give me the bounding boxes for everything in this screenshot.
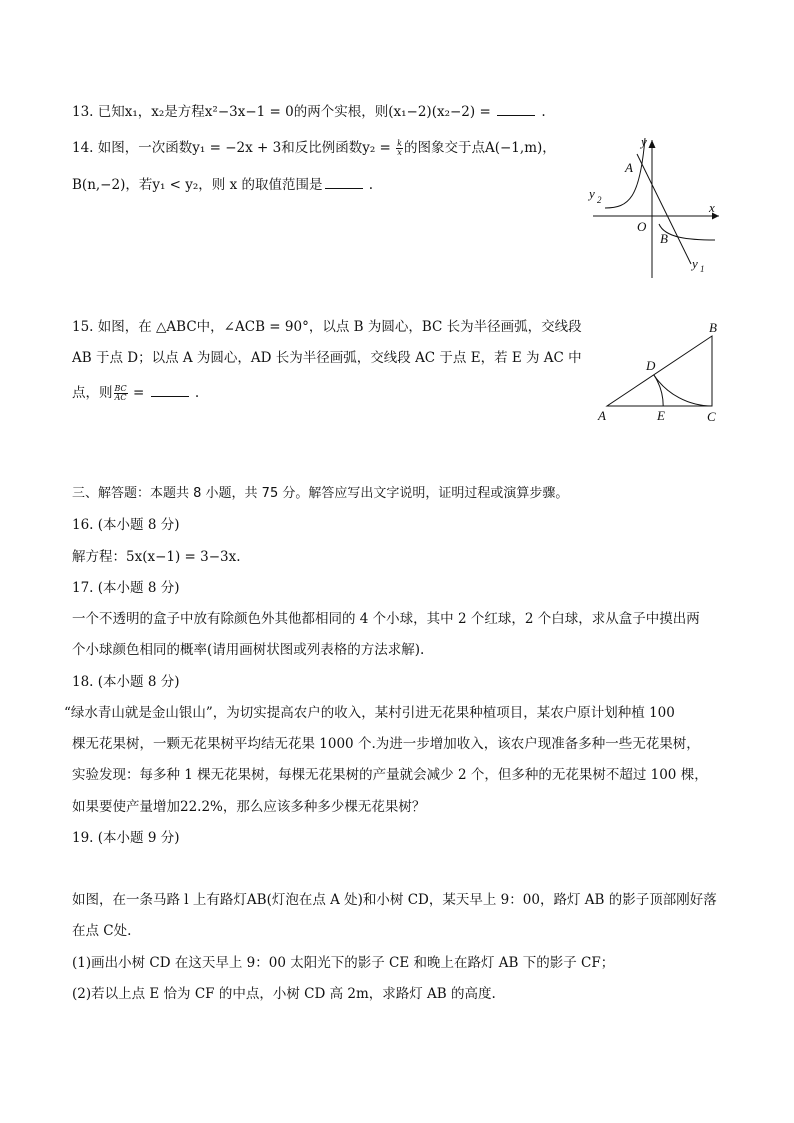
q15-label-C: C: [707, 409, 716, 424]
q14-graph-figure: [585, 132, 725, 282]
q16-body: [72, 547, 241, 567]
q14-label-y2: y: [589, 186, 595, 201]
q15-line3-b: =: [128, 385, 149, 401]
q14-label-B: B: [660, 231, 668, 246]
q19-line3: [72, 953, 614, 973]
q18-line3-text: 实验发现：每多种 1 棵无花果树，每棵无花果树的产量就会减少 2 个，但多种的无花果树不超过 100 棵，: [72, 767, 708, 783]
q14-line-y1: [637, 154, 691, 264]
q16-body-text: 解方程：5x(x−1) = 3−3x.: [72, 549, 241, 565]
section-3-heading-text: 三、解答题：本题共 8 小题，共 75 分。解答应写出文字说明，证明过程或演算步骤。: [72, 486, 569, 501]
q14-label-y1: y: [692, 256, 698, 271]
q15-line3-c: .: [190, 385, 200, 401]
q14-fraction: [396, 140, 403, 157]
q15-arc-from-a: [654, 375, 663, 406]
q17-head-text: 17. (本小题 8 分): [72, 580, 180, 596]
q14-answer-blank: [325, 176, 363, 189]
q14-line1-a: 14. 如图，一次函数y₁ = −2x + 3和反比例函数y₂ =: [72, 140, 396, 156]
section-3-heading: [72, 484, 568, 504]
q15-answer-blank: [151, 384, 189, 397]
q13-text-a: 13. 已知x₁，x₂是方程x²−3x−1 = 0的两个实根，则(x₁−2)(x₂−2) =: [72, 104, 496, 120]
q14-label-y2-sub: 2: [597, 195, 602, 205]
q19-line1-text: 如图，在一条马路 l 上有路灯AB(灯泡在点 A 处)和小树 CD，某天早上 9：00，路灯 AB 的影子顶部刚好落: [72, 892, 717, 908]
q14-line1: [72, 138, 556, 158]
q14-label-A: A: [625, 160, 633, 175]
q18-line3: [72, 765, 708, 785]
q18-line4: [72, 797, 425, 817]
q14-line1-b: 的图象交于点A(−1,m)，: [403, 140, 556, 156]
q19-line2: [72, 921, 131, 941]
q14-y-axis-arrow: [649, 140, 656, 148]
q18-head-text: 18. (本小题 8 分): [72, 674, 180, 690]
q14-line2-b: .: [364, 177, 374, 193]
q14-frac-num: k: [397, 139, 402, 148]
q17-line2: [72, 640, 424, 660]
q15-line3-a: 点，则: [72, 385, 113, 401]
q15-line1: [72, 317, 582, 337]
q19-head: [72, 828, 179, 848]
q14-line2-a: B(n,−2)，若y₁ < y₂，则 x 的取值范围是: [72, 177, 323, 193]
q19-line3-text: (1)画出小树 CD 在这天早上 9：00 太阳光下的影子 CE 和晚上在路灯 AB 下的影子 CF；: [72, 955, 615, 971]
q15-label-A: A: [598, 408, 606, 423]
q15-line3: [72, 383, 199, 403]
q17-head: [72, 578, 179, 598]
q15-frac-num: BC: [114, 384, 127, 393]
q15-frac-den: AC: [114, 393, 127, 402]
q16-head-text: 16. (本小题 8 分): [72, 517, 180, 533]
q17-line1: [72, 609, 700, 629]
q16-head: [72, 515, 179, 535]
q14-label-x: x: [709, 200, 715, 215]
q19-line4-text: (2)若以上点 E 恰为 CF 的中点，小树 CD 高 2m，求路灯 AB 的高度.: [72, 986, 496, 1002]
q18-line2-text: 棵无花果树，一颗无花果树平均结无花果 1000 个.为进一步增加收入，该农户现准备多种一些无花果树，: [72, 736, 700, 752]
q13-text: [72, 102, 546, 122]
q18-head: [72, 672, 179, 692]
q15-fraction: [114, 385, 128, 402]
q18-line2: [72, 734, 700, 754]
q15-line2-text: AB 于点 D；以点 A 为圆心，AD 长为半径画弧，交线段 AC 于点 E，若 E 为 AC 中: [72, 350, 582, 366]
q19-line1: [72, 890, 717, 910]
q18-line4-text: 如果要使产量增加22.2%，那么应该多种多少棵无花果树？: [72, 799, 426, 815]
q15-label-E: E: [657, 408, 665, 423]
q15-triangle-abc: [607, 336, 712, 406]
q14-line2: [72, 175, 373, 195]
q19-line2-text: 在点 C处.: [72, 923, 132, 939]
q15-line2: [72, 348, 582, 368]
q14-frac-den: x: [397, 148, 402, 157]
q13-answer-blank: [497, 103, 535, 116]
q15-label-D: D: [646, 358, 656, 373]
q19-head-text: 19. (本小题 9 分): [72, 830, 180, 846]
q14-label-O: O: [637, 219, 647, 234]
q17-line1-text: 一个不透明的盒子中放有除颜色外其他都相同的 4 个小球，其中 2 个红球，2 个白球，求从盒子中摸出两: [72, 611, 700, 627]
q17-line2-text: 个小球颜色相同的概率(请用画树状图或列表格的方法求解).: [72, 642, 425, 658]
q18-line1-text: “绿水青山就是金山银山”，为切实提高农户的收入，某村引进无花果种植项目，某农户原计划种植 100: [64, 705, 675, 721]
q18-line1: [64, 703, 675, 723]
q19-line4: [72, 984, 496, 1004]
q13-text-b: .: [537, 104, 546, 120]
q15-label-B: B: [709, 320, 717, 335]
q15-line1-text: 15. 如图，在 △ABC中，∠ACB = 90°，以点 B 为圆心，BC 长为半径画弧，交线段: [72, 319, 582, 335]
q14-label-y: y: [641, 134, 647, 149]
q14-label-y1-sub: 1: [700, 264, 705, 274]
q15-triangle-figure: [592, 318, 732, 428]
